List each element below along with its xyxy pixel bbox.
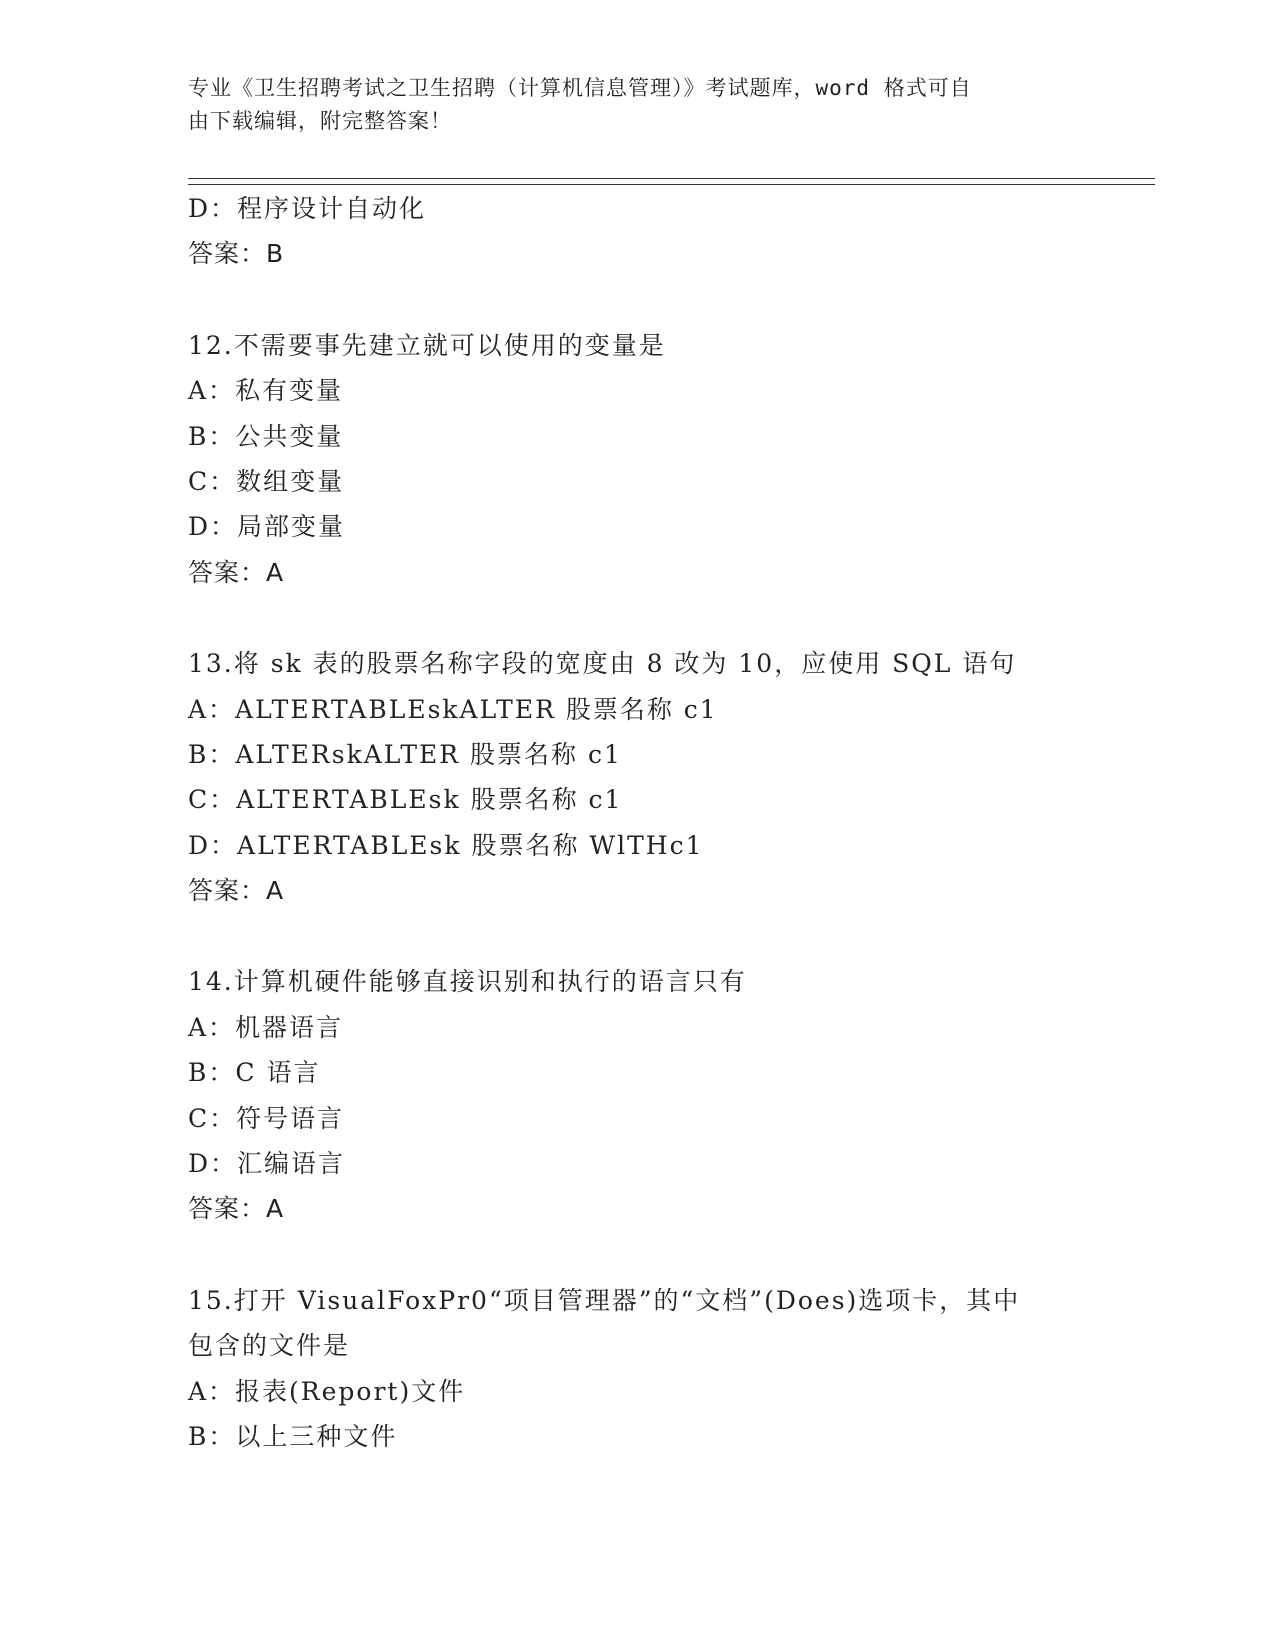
answer: 答案：A	[188, 1194, 285, 1224]
option-b: B：以上三种文件	[188, 1421, 398, 1451]
question-14	[188, 959, 1148, 1231]
header-line-2: 由下载编辑，附完整答案！	[188, 109, 452, 133]
question-stem: 13.将 sk 表的股票名称字段的宽度由 8 改为 10，应使用 SQL 语句	[188, 649, 1017, 679]
option-a: A：机器语言	[188, 1012, 344, 1042]
question-stem-line-2: 包含的文件是	[188, 1331, 351, 1361]
question-stem: 12.不需要事先建立就可以使用的变量是	[188, 330, 666, 360]
option-d: D：汇编语言	[188, 1149, 346, 1179]
option-c: C：符号语言	[188, 1103, 345, 1133]
option-c: C：数组变量	[188, 466, 345, 496]
option-a: A：ALTERTABLEskALTER 股票名称 c1	[188, 694, 718, 724]
option-c: C：ALTERTABLEsk 股票名称 c1	[188, 785, 623, 815]
option-d: D：程序设计自动化	[188, 194, 427, 223]
question-13	[188, 641, 1148, 913]
answer: 答案：A	[188, 557, 285, 587]
page-header	[188, 72, 1068, 138]
answer: 答案：B	[188, 239, 285, 269]
option-d: D：局部变量	[188, 512, 346, 542]
option-a: A：报表(Report)文件	[188, 1376, 466, 1406]
answer: 答案：A	[188, 876, 285, 906]
document-body	[188, 186, 1148, 1459]
header-divider	[188, 178, 1155, 185]
question-15	[188, 1278, 1148, 1460]
header-line-1: 专业《卫生招聘考试之卫生招聘（计算机信息管理）》考试题库，word 格式可自	[188, 76, 972, 100]
option-b: B：ALTERskALTER 股票名称 c1	[188, 739, 622, 769]
option-b: B：C 语言	[188, 1058, 321, 1088]
option-a: A：私有变量	[188, 376, 344, 406]
question-12	[188, 323, 1148, 595]
option-b: B：公共变量	[188, 421, 344, 451]
question-stem-line-1: 15.打开 VisualFoxPr0“项目管理器”的“文档”(Does)选项卡，其中	[188, 1285, 1021, 1315]
option-d: D：ALTERTABLEsk 股票名称 WlTHc1	[188, 830, 704, 860]
question-stem: 14.计算机硬件能够直接识别和执行的语言只有	[188, 967, 747, 997]
